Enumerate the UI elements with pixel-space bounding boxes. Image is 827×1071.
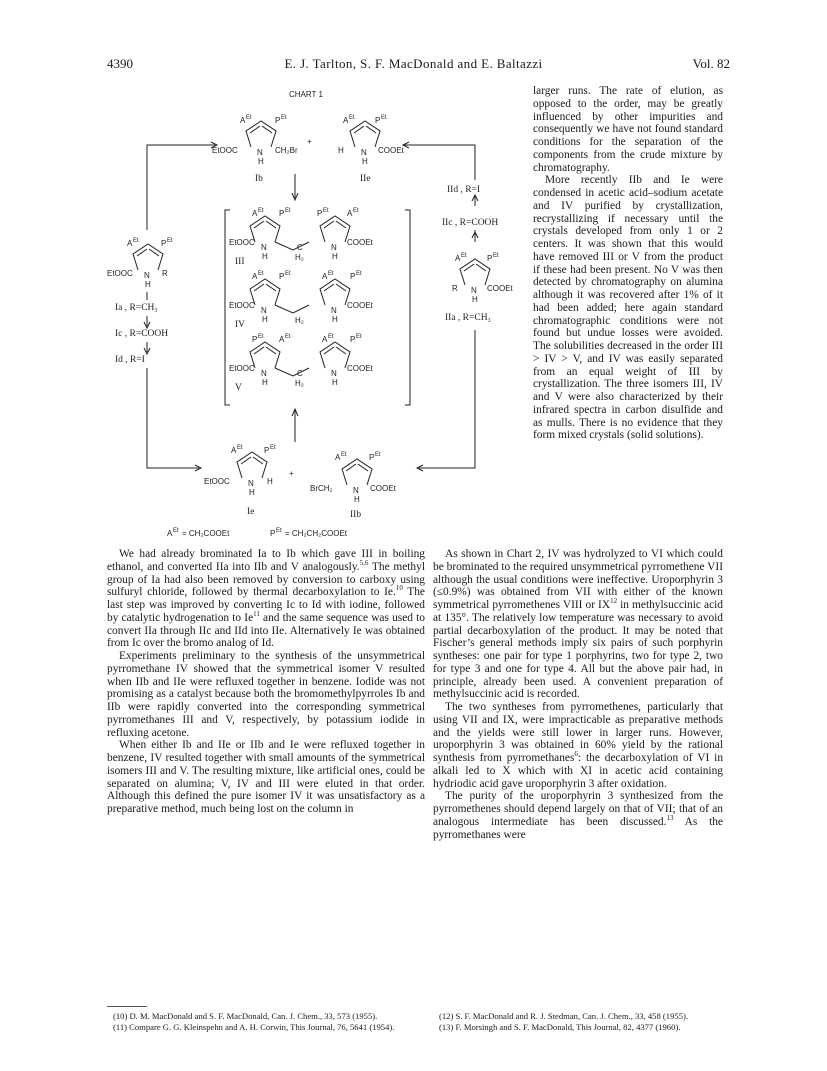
footnote: (13) F. Morsingh and S. F. MacDonald, This Journal, 82, 4377 (1960). xyxy=(439,1022,681,1032)
svg-text:A: A xyxy=(347,209,353,218)
footnote: (10) D. M. MacDonald and S. F. MacDonald, Can. J. Chem., 33, 573 (1955). xyxy=(113,1011,378,1021)
svg-text:N: N xyxy=(331,243,337,252)
svg-text:IIa , R=CH₃: IIa , R=CH₃ xyxy=(445,313,491,323)
svg-text:C: C xyxy=(297,243,303,252)
compound-V xyxy=(229,334,374,393)
svg-text:Et: Et xyxy=(341,452,347,458)
svg-text:N: N xyxy=(144,271,150,280)
svg-text:H: H xyxy=(332,252,338,261)
svg-text:IIb: IIb xyxy=(350,510,362,520)
svg-text:A: A xyxy=(335,453,341,462)
compound-IIa-series xyxy=(442,185,514,323)
compound-Ib xyxy=(212,115,312,184)
svg-text:Et: Et xyxy=(356,334,362,340)
svg-text:III: III xyxy=(235,257,245,267)
svg-text:IId , R=I: IId , R=I xyxy=(447,185,481,195)
footnotes-left xyxy=(107,1011,425,1033)
svg-text:P: P xyxy=(275,116,281,125)
paragraph: When either Ib and IIe or IIb and Ie were refluxed together in benzene, IV resulted together with small amounts of the symmetrical isomers III and V. The resulting mixture, like artificial ones, could be separated on alumina; V, IV and III were eluted in that order. Although this defined the pure isomer IV it was unsatisfactory as a preparative method, much being lost on the column in xyxy=(107,739,425,815)
svg-text:A: A xyxy=(322,272,328,281)
text-column-right-top xyxy=(533,85,723,442)
svg-text:H: H xyxy=(338,146,344,155)
svg-text:EtOOC: EtOOC xyxy=(107,269,133,278)
svg-text:EtOOC: EtOOC xyxy=(204,477,230,486)
svg-text:Et: Et xyxy=(356,271,362,277)
chart-legend xyxy=(167,528,348,538)
paragraph: More recently IIb and Ie were condensed in acetic acid–sodium acetate and IV purified by crystallization, recrystallizing if necessary until the crystals developed from only 1 or 2 centers. It was shown that this would have removed III or V from the product if these had been present. No V was then detected by chromatography on alumina although it was recovered after 1% of it had been added; here again standard chromatographic conditions were not found but undue losses were avoided. The solubilities decreased in the order III > IV > V, and IV was easily separated from an equal weight of III by crystallization. The three isomers III, IV and V were also characterized by their infrared spectra in carbon disulfide and as mulls. There is no evidence that they form mixed crystals (solid solutions). xyxy=(533,174,723,442)
page-number: 4390 xyxy=(107,56,133,71)
svg-text:Et: Et xyxy=(285,334,291,340)
compound-Ie xyxy=(204,445,294,517)
svg-text:+: + xyxy=(307,137,312,146)
svg-text:IIe: IIe xyxy=(360,174,371,184)
svg-text:Et: Et xyxy=(270,445,276,451)
svg-text:H: H xyxy=(262,378,268,387)
svg-text:H: H xyxy=(258,157,264,166)
svg-text:A: A xyxy=(279,335,285,344)
svg-text:Et: Et xyxy=(328,271,334,277)
svg-text:BrCH₂: BrCH₂ xyxy=(310,484,333,493)
footnotes-right xyxy=(433,1011,723,1033)
svg-text:COOEt: COOEt xyxy=(347,238,373,247)
svg-text:Et: Et xyxy=(493,253,499,259)
svg-text:EtOOC: EtOOC xyxy=(229,301,255,310)
svg-text:COOEt: COOEt xyxy=(347,301,373,310)
svg-text:H: H xyxy=(362,157,368,166)
chart-1-scheme xyxy=(107,80,527,545)
svg-text:P: P xyxy=(279,272,285,281)
svg-text:V: V xyxy=(235,383,242,393)
svg-text:Et: Et xyxy=(285,208,291,214)
text-column-left xyxy=(107,548,425,816)
svg-text:P: P xyxy=(369,453,375,462)
svg-text:Ib: Ib xyxy=(255,174,263,184)
svg-text:H: H xyxy=(332,315,338,324)
svg-text:Et: Et xyxy=(281,115,287,121)
svg-text:P: P xyxy=(270,529,276,538)
svg-text:H₂: H₂ xyxy=(295,253,304,262)
svg-text:A: A xyxy=(231,446,237,455)
svg-text:Et: Et xyxy=(246,115,252,121)
svg-text:Et: Et xyxy=(258,208,264,214)
svg-text:Et: Et xyxy=(173,528,179,534)
svg-text:H: H xyxy=(262,315,268,324)
chart-title: CHART 1 xyxy=(289,90,323,99)
svg-text:H: H xyxy=(262,252,268,261)
svg-text:Et: Et xyxy=(167,238,173,244)
svg-text:H₂: H₂ xyxy=(295,379,304,388)
svg-text:P: P xyxy=(375,116,381,125)
svg-text:N: N xyxy=(261,243,267,252)
svg-text:IV: IV xyxy=(235,320,246,330)
svg-text:Et: Et xyxy=(258,334,264,340)
svg-text:N: N xyxy=(261,369,267,378)
svg-text:P: P xyxy=(161,239,167,248)
svg-text:H: H xyxy=(249,488,255,497)
svg-text:Ia , R=CH₃: Ia , R=CH₃ xyxy=(115,303,158,313)
svg-text:H: H xyxy=(472,295,478,304)
svg-text:Ie: Ie xyxy=(247,507,255,517)
volume-number: Vol. 82 xyxy=(692,56,730,71)
footnote: (11) Compare G. G. Kleinspehn and A. H. Corwin, This Journal, 76, 5641 (1954). xyxy=(113,1022,395,1032)
svg-text:Et: Et xyxy=(258,271,264,277)
svg-text:N: N xyxy=(261,306,267,315)
svg-text:H: H xyxy=(332,378,338,387)
compound-Ia-series xyxy=(107,238,173,365)
svg-text:A: A xyxy=(127,239,133,248)
svg-text:N: N xyxy=(331,306,337,315)
svg-text:Et: Et xyxy=(285,271,291,277)
svg-text:N: N xyxy=(361,148,367,157)
svg-text:= CH₂COOEt: = CH₂COOEt xyxy=(182,529,230,538)
paragraph: The purity of the uroporphyrin 3 synthesized from the pyrromethenes should depend largely on that of VII; that of an analogous intermediate has been discussed.$^{13}$ As the pyrromethanes were xyxy=(433,790,723,841)
chart-1 xyxy=(107,80,527,545)
svg-text:A: A xyxy=(167,529,173,538)
svg-text:COOEt: COOEt xyxy=(347,364,373,373)
svg-text:N: N xyxy=(471,286,477,295)
svg-text:Et: Et xyxy=(276,528,282,534)
paragraph: As shown in Chart 2, IV was hydrolyzed to VI which could be brominated to the required unsymmetrical pyrromethene VII although the usual conditions were ineffective. Uroporphyrin 3 (≤0.9%) was obtained from VII with either of the known symmetrical pyrromethenes VIII or IX$^{12}$ in methylsuccinic acid at 135°. The relatively low temperature was necessary to avoid partial decarboxylation of the product. It may be noted that Fischer’s general methods imply six pairs of such porphyrin syntheses: one pair for type 1 porphyrins, two for type 2, two for type 3 and one for type 4. All but the above pair had, in principle, already been used. A convenient preparation of methylsuccinic acid is recorded. xyxy=(433,548,723,701)
svg-text:Et: Et xyxy=(349,115,355,121)
svg-text:P: P xyxy=(350,335,356,344)
svg-text:C: C xyxy=(297,369,303,378)
svg-text:Et: Et xyxy=(237,445,243,451)
compound-IIe xyxy=(338,115,405,184)
svg-text:COOEt: COOEt xyxy=(487,284,513,293)
svg-text:Et: Et xyxy=(133,238,139,244)
svg-text:Et: Et xyxy=(381,115,387,121)
paragraph: We had already brominated Ia to Ib which gave III in boiling ethanol, and converted IIa into IIb and V analogously.$^{5,6}$ The methyl group of Ia had also been removed by conversion to carboxy using sulfuryl chloride, followed by thermal decarboxylation to Ie.$^{10}$ The last step was improved by converting Ic to Id with iodine, followed by catalytic hydrogenation to Ie$^{11}$ and the same sequence was used to convert IIa through IIc and IId into IIe. Alternatively Ie was obtained from Ic over the bromo analog of Id. xyxy=(107,548,425,650)
svg-text:EtOOC: EtOOC xyxy=(229,238,255,247)
svg-text:P: P xyxy=(252,335,258,344)
svg-text:P: P xyxy=(350,272,356,281)
footnote-rule xyxy=(107,1006,147,1007)
compound-IIb xyxy=(310,452,397,520)
svg-text:COOEt: COOEt xyxy=(378,146,404,155)
svg-text:Ic , R=COOH: Ic , R=COOH xyxy=(115,329,169,339)
svg-text:Et: Et xyxy=(461,253,467,259)
paragraph: The two syntheses from pyrromethenes, particularly that using VII and IX, were impracticable as preparative methods and the yields were still lower in larger runs. However, uroporphyrin 3 was obtained in 60% yield by the rational synthesis from pyrromethanes$^6$: the decarboxylation of VI in alkali led to X which with XI in acetic acid containing hydriodic acid gave uroporphyrin 3 after oxidation. xyxy=(433,701,724,790)
svg-text:Id , R=I: Id , R=I xyxy=(115,355,145,365)
svg-text:H: H xyxy=(267,477,273,486)
svg-text:P: P xyxy=(264,446,270,455)
svg-text:N: N xyxy=(257,148,263,157)
svg-text:CH₂Br: CH₂Br xyxy=(275,146,298,155)
svg-text:P: P xyxy=(279,209,285,218)
svg-text:H₂: H₂ xyxy=(295,316,304,325)
svg-text:IIc , R=COOH: IIc , R=COOH xyxy=(442,218,499,228)
svg-text:A: A xyxy=(240,116,246,125)
svg-text:A: A xyxy=(343,116,349,125)
svg-text:Et: Et xyxy=(323,208,329,214)
svg-text:P: P xyxy=(487,254,493,263)
svg-text:H: H xyxy=(145,280,151,289)
svg-text:N: N xyxy=(353,486,359,495)
svg-text:H: H xyxy=(354,495,360,504)
svg-text:EtOOC: EtOOC xyxy=(229,364,255,373)
svg-text:A: A xyxy=(455,254,461,263)
compound-IV xyxy=(229,271,374,330)
svg-text:N: N xyxy=(331,369,337,378)
text-column-right xyxy=(433,548,723,841)
svg-text:N: N xyxy=(248,479,254,488)
svg-text:Et: Et xyxy=(328,334,334,340)
svg-text:R: R xyxy=(162,269,168,278)
svg-text:Et: Et xyxy=(353,208,359,214)
svg-text:A: A xyxy=(322,335,328,344)
running-header-authors: E. J. Tarlton, S. F. MacDonald and E. Baltazzi xyxy=(284,56,543,71)
paragraph: Experiments preliminary to the synthesis of the unsymmetrical pyrromethane IV showed that the symmetrical isomer V resulted when IIb and IIe were refluxed together in benzene. Iodide was not promising as a catalyst because both the bromomethylpyrroles Ib and IIb were rapidly converted into the corresponding symmetrical pyrromethanes III and V, respectively, by potassium iodide in refluxing acetone. xyxy=(107,650,425,739)
svg-text:EtOOC: EtOOC xyxy=(212,146,238,155)
svg-text:A: A xyxy=(252,272,258,281)
paragraph: larger runs. The rate of elution, as opposed to the order, may be greatly influenced by other impurities and consequently we have not found standard conditions for the separation of the components from the crude mixture by chromatography. xyxy=(533,85,723,174)
svg-text:R: R xyxy=(452,284,458,293)
svg-text:= CH₂CH₂COOEt: = CH₂CH₂COOEt xyxy=(285,529,347,538)
svg-text:+: + xyxy=(289,469,294,478)
svg-text:A: A xyxy=(252,209,258,218)
svg-text:P: P xyxy=(317,209,323,218)
compound-III xyxy=(229,208,374,267)
footnote: (12) S. F. MacDonald and R. J. Stedman, Can. J. Chem., 33, 458 (1955). xyxy=(439,1011,688,1021)
svg-text:COOEt: COOEt xyxy=(370,484,396,493)
svg-text:Et: Et xyxy=(375,452,381,458)
